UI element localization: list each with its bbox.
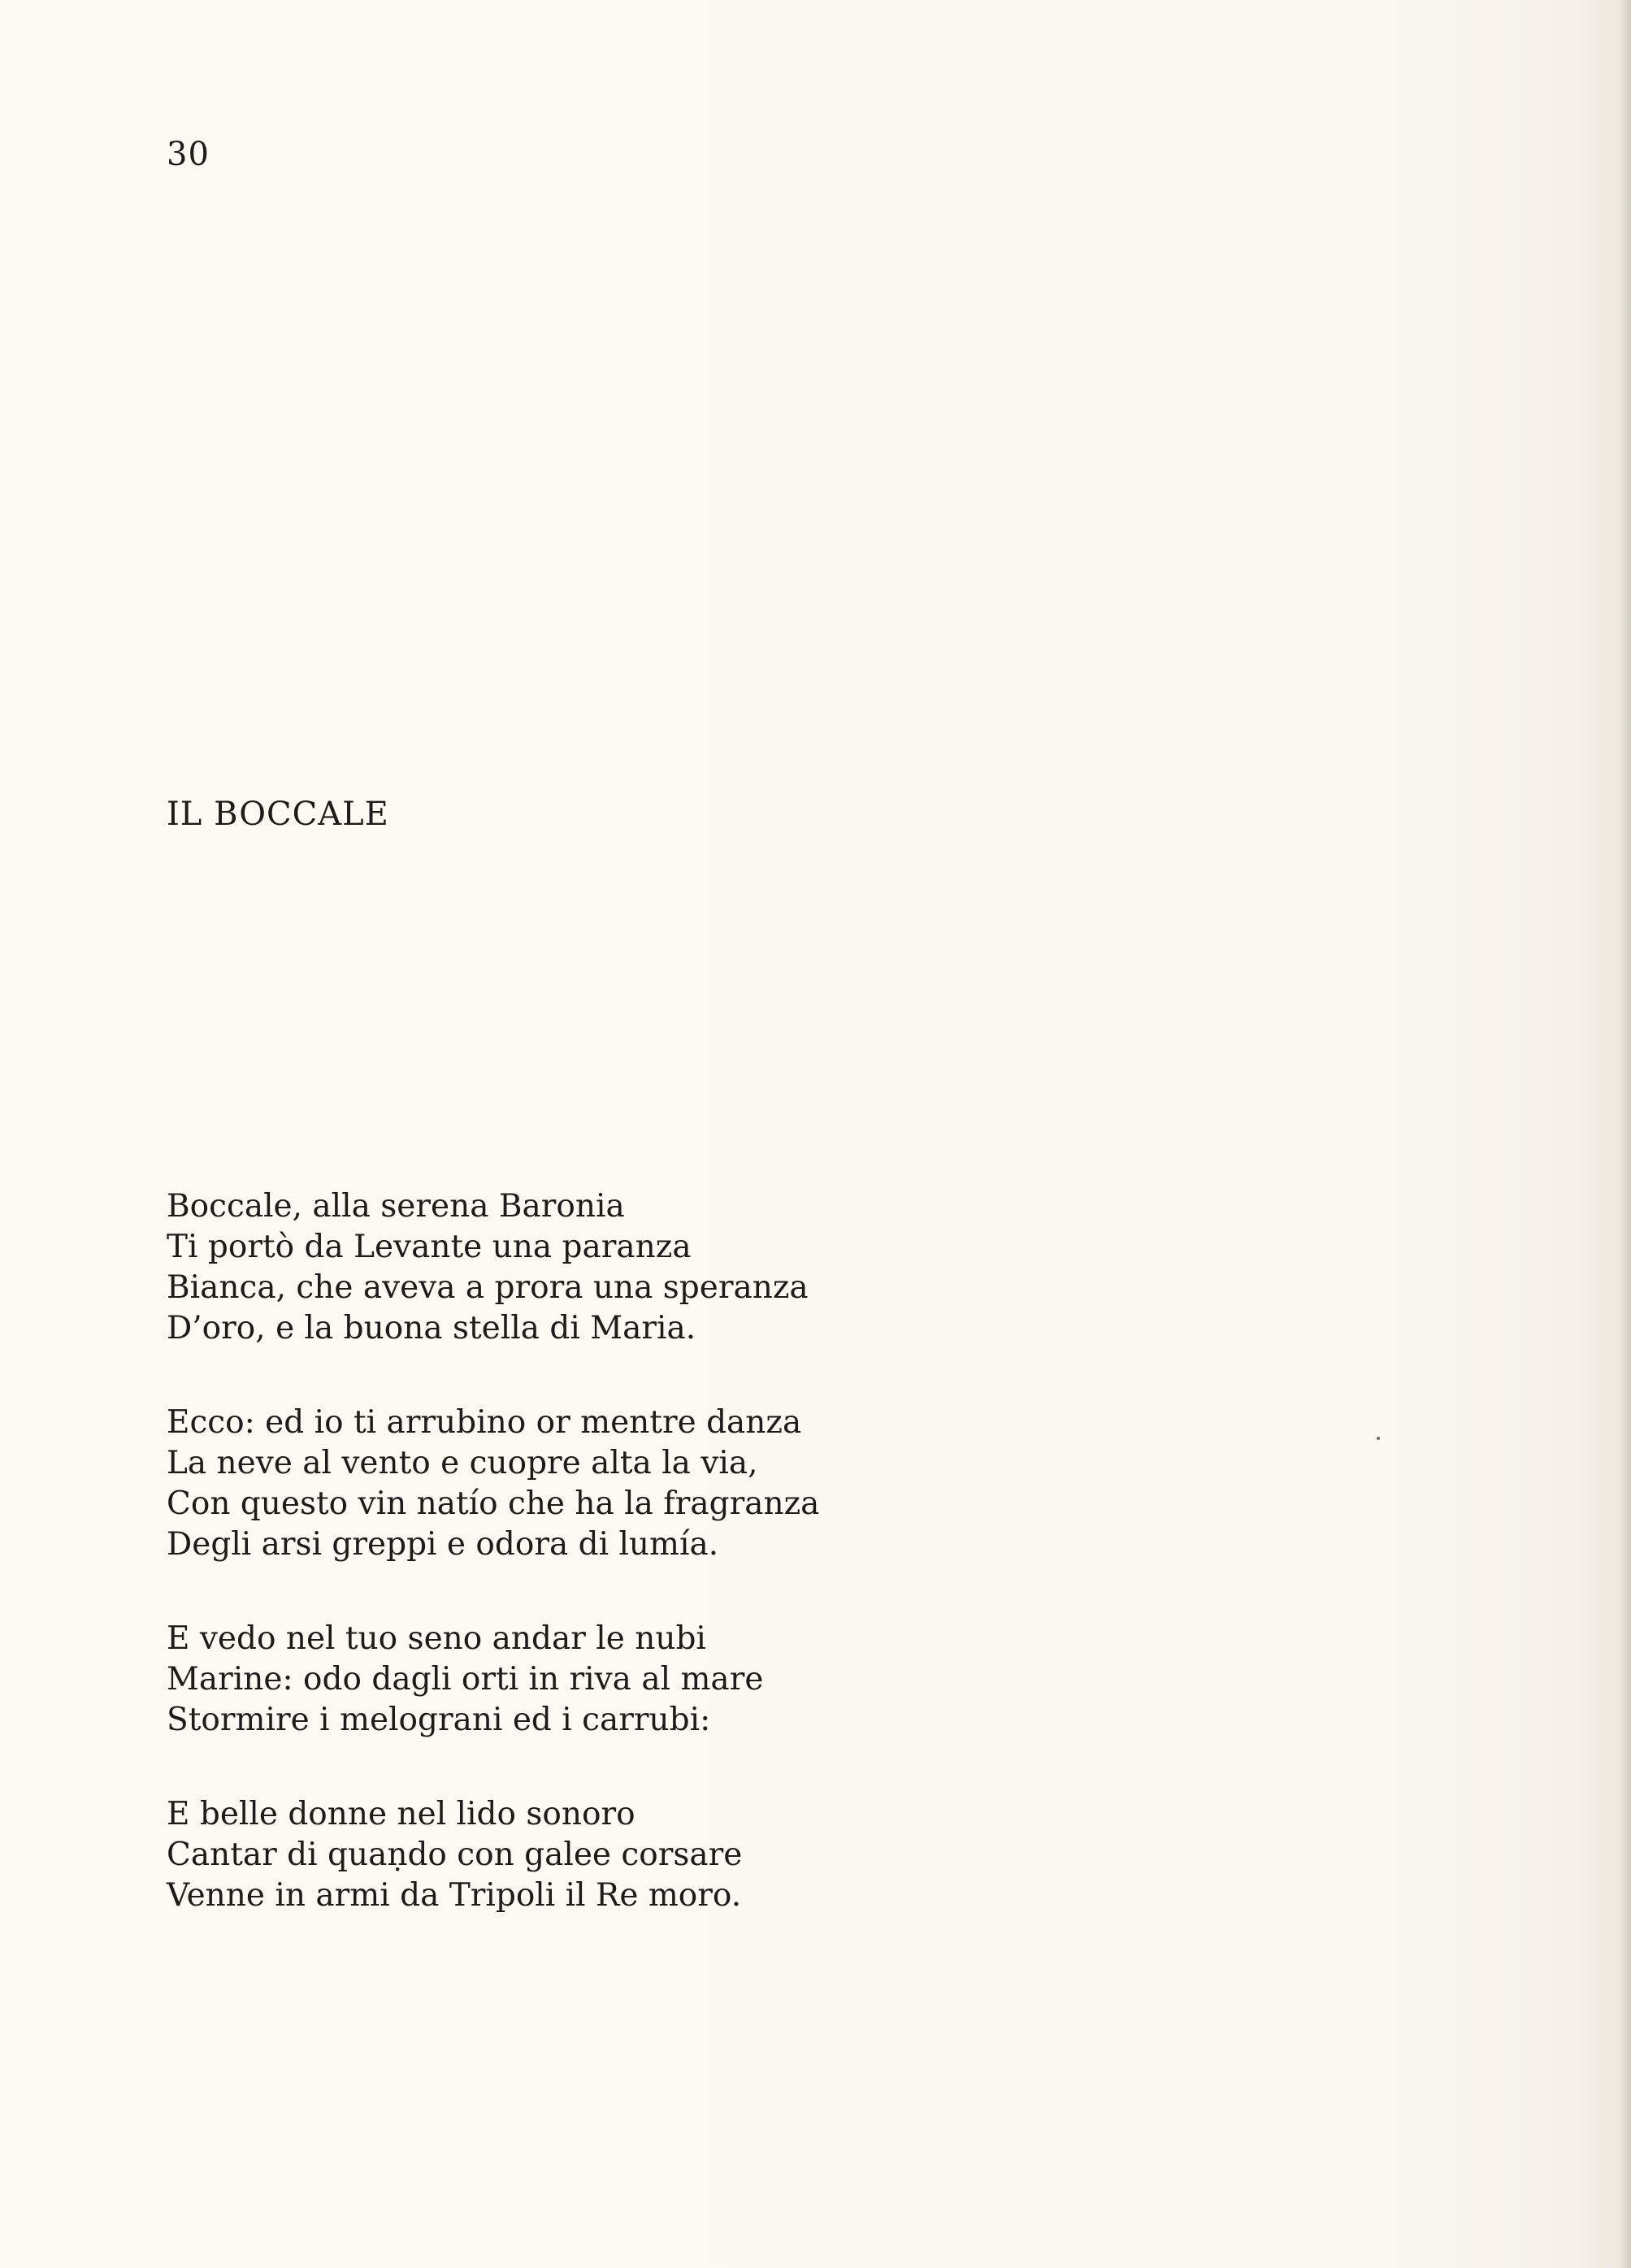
- poem-line: Stormire i melograni ed i carrubi:: [167, 1702, 711, 1738]
- stanza-4: [167, 1794, 1386, 1916]
- poem-line: Ecco: ed io ti arrubino or mentre danza: [167, 1404, 802, 1441]
- poem-line: E belle donne nel lido sonoro: [167, 1796, 635, 1832]
- stanza-3: [167, 1619, 1386, 1741]
- poem-line: Ti portò da Levante una paranza: [167, 1229, 692, 1265]
- poem-line: Boccale, alla serena Baronia: [167, 1188, 625, 1225]
- stanza-2: [167, 1403, 1386, 1565]
- poem-line: Con questo vin natío che ha la fragranza: [167, 1485, 820, 1522]
- poem-line: E vedo nel tuo seno andar le nubi: [167, 1620, 706, 1657]
- poem-title: IL BOCCALE: [167, 796, 389, 833]
- poem-line: La neve al vento e cuopre alta la via,: [167, 1445, 758, 1481]
- page-number: 30: [167, 136, 210, 173]
- stanza-1: [167, 1186, 1386, 1349]
- page-edge-shadow: [1620, 0, 1631, 2268]
- poem-line: Venne in armi da Tripoli il Re moro.: [167, 1877, 742, 1914]
- poem-line: Degli arsi greppi e odora di lumía.: [167, 1526, 719, 1563]
- poem-body: [167, 1186, 1386, 1970]
- paper-speck: [1377, 1437, 1380, 1440]
- poem-line: Marine: odo dagli orti in riva al mare: [167, 1661, 764, 1698]
- poem-line: Cantar di quaṇdo con galee corsare: [167, 1837, 743, 1873]
- poem-line: Bianca, che aveva a prora una speranza: [167, 1269, 809, 1306]
- poem-line: D’oro, e la buona stella di Maria.: [167, 1310, 696, 1346]
